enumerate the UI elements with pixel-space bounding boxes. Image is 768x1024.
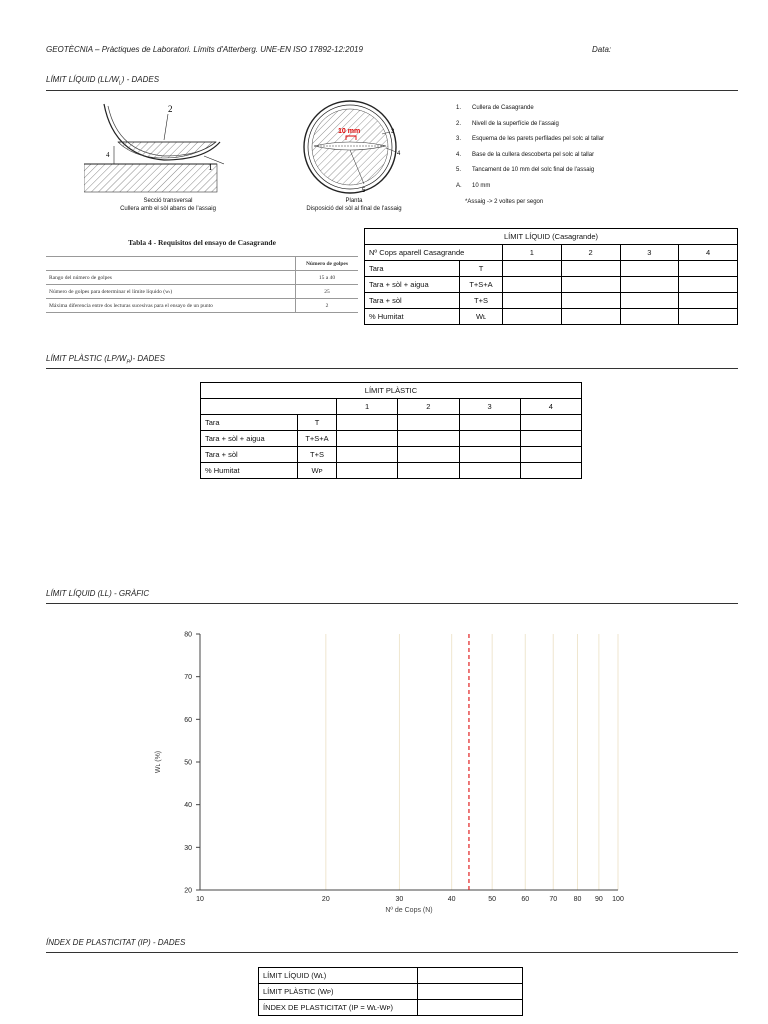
section-ip-data: ÍNDEX DE PLASTICITAT (IP) - DADES: [46, 938, 186, 947]
legend-item: [456, 117, 604, 133]
tabla4-title: Tabla 4 - Requisitos del ensayo de Casagrande: [128, 238, 276, 247]
fig2-label-3: 3: [391, 129, 395, 135]
ll-cell[interactable]: [679, 277, 738, 293]
lp-cell[interactable]: [337, 415, 398, 431]
lp-cell[interactable]: [398, 431, 459, 447]
section-ll-data-tail: ) - DADES: [121, 75, 160, 84]
fig1-caption-line2: Cullera amb el sòl abans de l'assaig: [120, 206, 216, 212]
ll-cell[interactable]: [620, 293, 679, 309]
lp-table-title: LÍMIT PLÀSTIC: [201, 383, 582, 399]
legend-item: [456, 148, 604, 164]
fig2-caption: [280, 197, 428, 213]
ip-cell[interactable]: [418, 968, 523, 984]
legend-note: *Assaig -> 2 voltes per segon: [465, 199, 544, 205]
section-ll-data-sub: L: [118, 80, 122, 87]
lp-row-symbol: Wᴘ: [298, 463, 337, 479]
ll-casagrande-table: [364, 228, 738, 325]
ll-table-col-header: 1: [503, 245, 562, 261]
lp-cell[interactable]: [459, 431, 520, 447]
legend-num: 4.: [456, 151, 462, 158]
tabla4-empty: [46, 257, 296, 271]
table-row: [365, 293, 738, 309]
y-tick-label: 70: [184, 674, 192, 682]
ip-row-label: ÍNDEX DE PLASTICITAT (IP = Wʟ-Wᴘ): [259, 1000, 418, 1016]
ip-row-label: LÍMIT LÍQUID (Wʟ): [259, 968, 418, 984]
ll-table-title: LÍMIT LÍQUID (Casagrande): [365, 229, 738, 245]
fig2-caption-line1: Planta: [345, 198, 363, 204]
legend-text: Nivell de la superfície de l'assaig: [472, 120, 559, 127]
fig1-caption: [84, 197, 252, 213]
tabla4-row-value: 25: [296, 285, 359, 299]
table-row: [201, 463, 582, 479]
ll-cell[interactable]: [561, 277, 620, 293]
ll-row-label: Tara + sòl + aigua: [365, 277, 460, 293]
ll-row-symbol: Wʟ: [460, 309, 503, 325]
ll-table-col-header: 4: [679, 245, 738, 261]
x-tick-label: 30: [395, 896, 404, 903]
ip-table: [258, 967, 523, 1016]
legend-num: 1.: [456, 105, 462, 111]
ll-table-header-label: Nº Cops aparell Casagrande: [365, 245, 503, 261]
lp-cell[interactable]: [459, 447, 520, 463]
x-axis-label: Nº de Cops (N): [385, 907, 433, 914]
section-rule: [46, 368, 738, 369]
ll-cell[interactable]: [620, 277, 679, 293]
ll-table-col-header: 2: [561, 245, 620, 261]
cup-cross-section-figure: [84, 100, 224, 196]
legend-text: Base de la cullera descoberta pel solc al tallar: [472, 151, 595, 158]
fig2-caption-line2: Disposició del sòl al final de l'assaig: [306, 206, 402, 212]
ll-cell[interactable]: [503, 293, 562, 309]
table-row: [46, 285, 358, 299]
lp-row-label: % Humitat: [201, 463, 298, 479]
section-rule: [46, 952, 738, 953]
table-row: [259, 968, 523, 984]
lp-cell[interactable]: [520, 415, 581, 431]
lp-cell[interactable]: [520, 447, 581, 463]
table-row: [365, 229, 738, 245]
table-row: [201, 415, 582, 431]
lp-row-symbol: T: [298, 415, 337, 431]
section-rule: [46, 90, 738, 91]
tabla4-row-value: 15 a 40: [296, 271, 359, 285]
lp-row-label: Tara + sòl: [201, 447, 298, 463]
ll-cell[interactable]: [503, 309, 562, 325]
ll-row-label: % Humitat: [365, 309, 460, 325]
lp-table-col-header: 1: [337, 399, 398, 415]
legend-item: [456, 132, 604, 148]
x-tick-label: 70: [549, 896, 558, 903]
section-ll-chart: LÍMIT LÍQUID (LL) - GRÀFIC: [46, 589, 150, 598]
legend-text: Esquema de les parets perfilades pel solc al tallar: [472, 136, 605, 142]
ll-cell[interactable]: [679, 261, 738, 277]
x-tick-label: 20: [321, 896, 330, 903]
lp-cell[interactable]: [459, 415, 520, 431]
lp-row-label: Tara + sòl + aigua: [201, 431, 298, 447]
fig2-label-5: 5: [362, 188, 366, 194]
table-row: [365, 245, 738, 261]
fig2-label-4: 4: [397, 151, 401, 157]
legend-num: 5.: [456, 167, 462, 173]
x-tick-label: 40: [447, 896, 456, 903]
lp-cell[interactable]: [459, 463, 520, 479]
lp-table-col-header: 2: [398, 399, 459, 415]
lp-cell[interactable]: [337, 463, 398, 479]
liquid-limit-chart: [140, 622, 640, 922]
y-tick-label: 50: [184, 759, 192, 767]
fig1-label-2: 2: [168, 104, 173, 114]
table-row: [201, 383, 582, 399]
legend-item: [456, 101, 604, 117]
section-ll-data-text: LÍMIT LÍQUID (LL/W: [46, 75, 119, 84]
lp-row-label: Tara: [201, 415, 298, 431]
tabla4-col-header: Número de golpes: [296, 257, 359, 271]
ll-cell[interactable]: [620, 261, 679, 277]
ll-row-symbol: T: [460, 261, 503, 277]
ll-row-label: Tara: [365, 261, 460, 277]
lp-table-col-header: 3: [459, 399, 520, 415]
ip-cell[interactable]: [418, 1000, 523, 1016]
table-row: [259, 984, 523, 1000]
tabla4-row-label: Rango del número de golpes: [46, 271, 296, 285]
table-row: [46, 299, 358, 313]
figure-legend: [456, 101, 604, 194]
legend-num: A.: [456, 182, 462, 189]
date-label: Data:: [592, 45, 612, 54]
x-tick-label: 60: [521, 896, 530, 903]
fig1-label-1: 1: [208, 162, 213, 172]
legend-item: [456, 179, 604, 195]
x-tick-label: 100: [612, 896, 624, 903]
lp-table: [200, 382, 582, 479]
tabla4-row-value: 2: [296, 299, 359, 313]
legend-item: [456, 163, 604, 179]
legend-num: 3.: [456, 136, 462, 142]
section-lp-data: [46, 354, 165, 366]
ll-cell[interactable]: [620, 309, 679, 325]
ll-row-symbol: T+S: [460, 293, 503, 309]
table-row: [259, 1000, 523, 1016]
table-row: [201, 431, 582, 447]
table-row: [201, 447, 582, 463]
ll-cell[interactable]: [503, 261, 562, 277]
ip-cell[interactable]: [418, 984, 523, 1000]
section-lp-data-text: LÍMIT PLÀSTIC (LP/W: [46, 354, 127, 363]
tabla4-row-label: Número de golpes para determinar el límite líquido (wₗ): [46, 285, 296, 299]
y-tick-label: 30: [184, 844, 192, 852]
table-row: [46, 271, 358, 285]
lp-table-empty-header: [201, 399, 337, 415]
lp-cell[interactable]: [398, 463, 459, 479]
lp-table-col-header: 4: [520, 399, 581, 415]
table-row: [46, 257, 358, 271]
tabla4-row-label: Máxima diferencia entre dos lecturas sucesivas para el ensayo de un punto: [46, 299, 296, 313]
legend-text: Cullera de Casagrande: [472, 105, 534, 111]
lp-row-symbol: T+S: [298, 447, 337, 463]
cup-plan-figure: [292, 100, 412, 196]
lp-cell[interactable]: [520, 463, 581, 479]
ll-row-symbol: T+S+A: [460, 277, 503, 293]
ll-row-label: Tara + sòl: [365, 293, 460, 309]
y-tick-label: 60: [184, 716, 192, 724]
ll-cell[interactable]: [503, 277, 562, 293]
x-tick-label: 80: [573, 896, 582, 903]
section-rule: [46, 603, 738, 604]
legend-num: 2.: [456, 120, 462, 127]
ll-cell[interactable]: [561, 309, 620, 325]
lp-cell[interactable]: [398, 415, 459, 431]
fig1-label-4: 4: [106, 151, 110, 159]
document-title: GEOTÈCNIA – Pràctiques de Laboratori. Límits d'Atterberg. UNE-EN ISO 17892-12:2019: [46, 45, 363, 54]
lp-cell[interactable]: [337, 447, 398, 463]
lp-cell[interactable]: [398, 447, 459, 463]
table-row: [365, 277, 738, 293]
ip-row-label: LÍMIT PLÀSTIC (Wᴘ): [259, 984, 418, 1000]
x-tick-label: 90: [594, 896, 603, 903]
table-row: [365, 309, 738, 325]
y-axis-label: Wʟ (%): [155, 750, 162, 774]
x-tick-label: 10: [196, 896, 204, 903]
lp-cell[interactable]: [520, 431, 581, 447]
fig2-dimension: 10 mm: [338, 128, 361, 135]
section-lp-data-tail: )- DADES: [129, 354, 165, 363]
y-tick-label: 80: [184, 631, 192, 639]
ll-cell[interactable]: [679, 293, 738, 309]
lp-row-symbol: T+S+A: [298, 431, 337, 447]
ll-table-col-header: 3: [620, 245, 679, 261]
lp-cell[interactable]: [337, 431, 398, 447]
x-tick-label: 50: [488, 896, 497, 903]
table-row: [365, 261, 738, 277]
legend-text: Tancament de 10 mm del solc final de l'assaig: [472, 167, 595, 173]
section-lp-data-sub: P: [126, 359, 130, 366]
y-tick-label: 20: [184, 887, 192, 895]
ll-cell[interactable]: [679, 309, 738, 325]
ll-cell[interactable]: [561, 293, 620, 309]
fig1-caption-line1: Secció transversal: [143, 198, 193, 204]
legend-text: 10 mm: [472, 182, 491, 189]
tabla4-table: [46, 256, 358, 313]
table-row: [201, 399, 582, 415]
y-tick-label: 40: [184, 802, 192, 810]
ll-cell[interactable]: [561, 261, 620, 277]
section-ll-data: [46, 75, 159, 87]
